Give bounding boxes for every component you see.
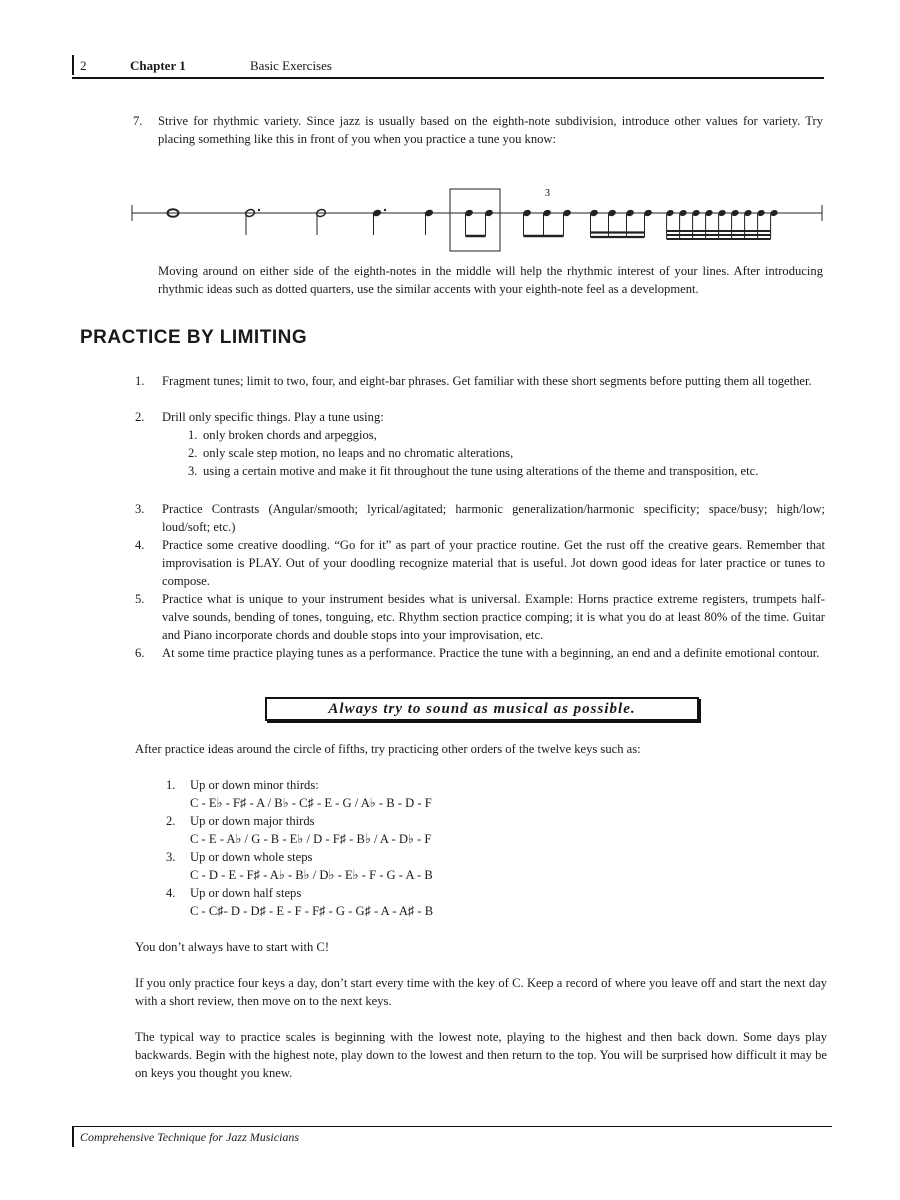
list-item: At some time practice playing tunes as a performance. Practice the tune with a beginning, an end and a definite emotional contour. [162,646,820,660]
half-note [316,208,327,235]
book-title: Comprehensive Technique for Jazz Musicians [80,1130,300,1144]
sublist-item-number: 2. [188,446,198,460]
chapter-label: Chapter 1 [130,58,186,73]
dotted-half-note [245,208,261,235]
list-item-number: 4. [135,538,145,552]
sublist-item: only broken chords and arpeggios, [203,428,377,442]
page-number: 2 [80,58,87,73]
key-order-number: 1. [166,778,176,792]
key-order-number: 4. [166,886,176,900]
page-header [72,55,824,79]
header-rule-mark [72,55,74,75]
paragraph: If you only practice four keys a day, don’t start every time with the key of C. Keep a record of where you leave off and start the next day with a short review, then move on to the next keys. [135,976,827,1008]
intro-item-text: Strive for rhythmic variety. Since jazz is usually based on the eighth-note subdivision, introduce other values for variety. Try placing something like this in front of you when you practice a tune you know: [158,114,823,146]
list-item-number: 5. [135,592,145,606]
key-order-title: Up or down half steps [190,886,302,900]
paragraph: The typical way to practice scales is beginning with the lowest note, playing to the highest and then back down. Some days play backwards. Begin with the highest note, play down to the lowest and then return to the top. You will be surprised how difficult it may be on keys you thought you knew. [135,1030,827,1080]
key-order-sequence: C - C♯- D - D♯ - E - F - F♯ - G - G♯ - A - A♯ - B [190,904,434,918]
key-order-sequence: C - E♭ - F♯ - A / B♭ - C♯ - E - G / A♭ - B - D - F [190,796,432,810]
page-footer [72,1126,832,1144]
intro-item-number: 7. [133,114,143,128]
list-item-number: 3. [135,502,145,516]
list-item: Drill only specific things. Play a tune using: [162,410,384,424]
key-order-sequence: C - E - A♭ / G - B - E♭ / D - F♯ - B♭ / A - D♭ - F [190,832,432,846]
keys-intro: After practice ideas around the circle of fifths, try practicing other orders of the twelve keys such as: [135,742,641,756]
key-order-title: Up or down minor thirds: [190,778,319,792]
key-order-sequence: C - D - E - F♯ - A♭ - B♭ / D♭ - E♭ - F - G - A - B [190,868,433,882]
sublist-item-number: 3. [188,464,198,478]
list-item-number: 2. [135,410,145,424]
highlight-box [450,189,500,251]
key-order-title: Up or down major thirds [190,814,315,828]
example-explanation: Moving around on either side of the eighth-notes in the middle will help the rhythmic interest of your lines. After introducing rhythmic ideas such as dotted quarters, use the similar accents with your eighth-note feel as a development. [158,264,823,296]
rhythm-example-staff [128,180,828,260]
sublist-item: only scale step motion, no leaps and no chromatic alterations, [203,446,514,460]
quarter-note [424,209,434,235]
footer-rule-mark [72,1127,74,1147]
list-item: Fragment tunes; limit to two, four, and eight-bar phrases. Get familiar with these short segments before putting them all together. [162,374,812,388]
key-order-number: 2. [166,814,176,828]
paragraph: You don’t always have to start with C! [135,940,330,954]
sublist-item-number: 1. [188,428,198,442]
callout-box: Always try to sound as musical as possible. [265,697,699,721]
key-order-number: 3. [166,850,176,864]
triplet-notes [522,188,572,236]
list-item-number: 1. [135,374,145,388]
list-item: Practice what is unique to your instrument besides what is universal. Example: Horns practice extreme registers, trumpets half-valve sounds, bending of tones, tonguing, etc. Rhythm section practice comping; it is what you do at least 80% of the time. Guitar and Piano incorporate chords and double stops into your improvisation, etc. [162,592,825,642]
list-item: Practice Contrasts (Angular/smooth; lyrical/agitated; harmonic generalization/harmonic specificity; space/busy; high/low; loud/soft; etc.) [162,502,825,534]
sublist-item: using a certain motive and make it fit throughout the tune using alterations of the theme and transposition, etc. [203,464,759,478]
triplet-mark: 3 [545,188,550,199]
list-item: Practice some creative doodling. “Go for it” as part of your practice routine. Get the rust off the creative gears. Remember that improvisation is PLAY. Out of your doodling recognize material that is useful. Jot down good ideas for later practice or tunes to compose. [162,538,825,588]
list-item-number: 6. [135,646,145,660]
key-order-title: Up or down whole steps [190,850,313,864]
section-label: Basic Exercises [250,58,332,73]
section-title: PRACTICE BY LIMITING [80,327,308,348]
thirty-second-notes [665,209,778,239]
